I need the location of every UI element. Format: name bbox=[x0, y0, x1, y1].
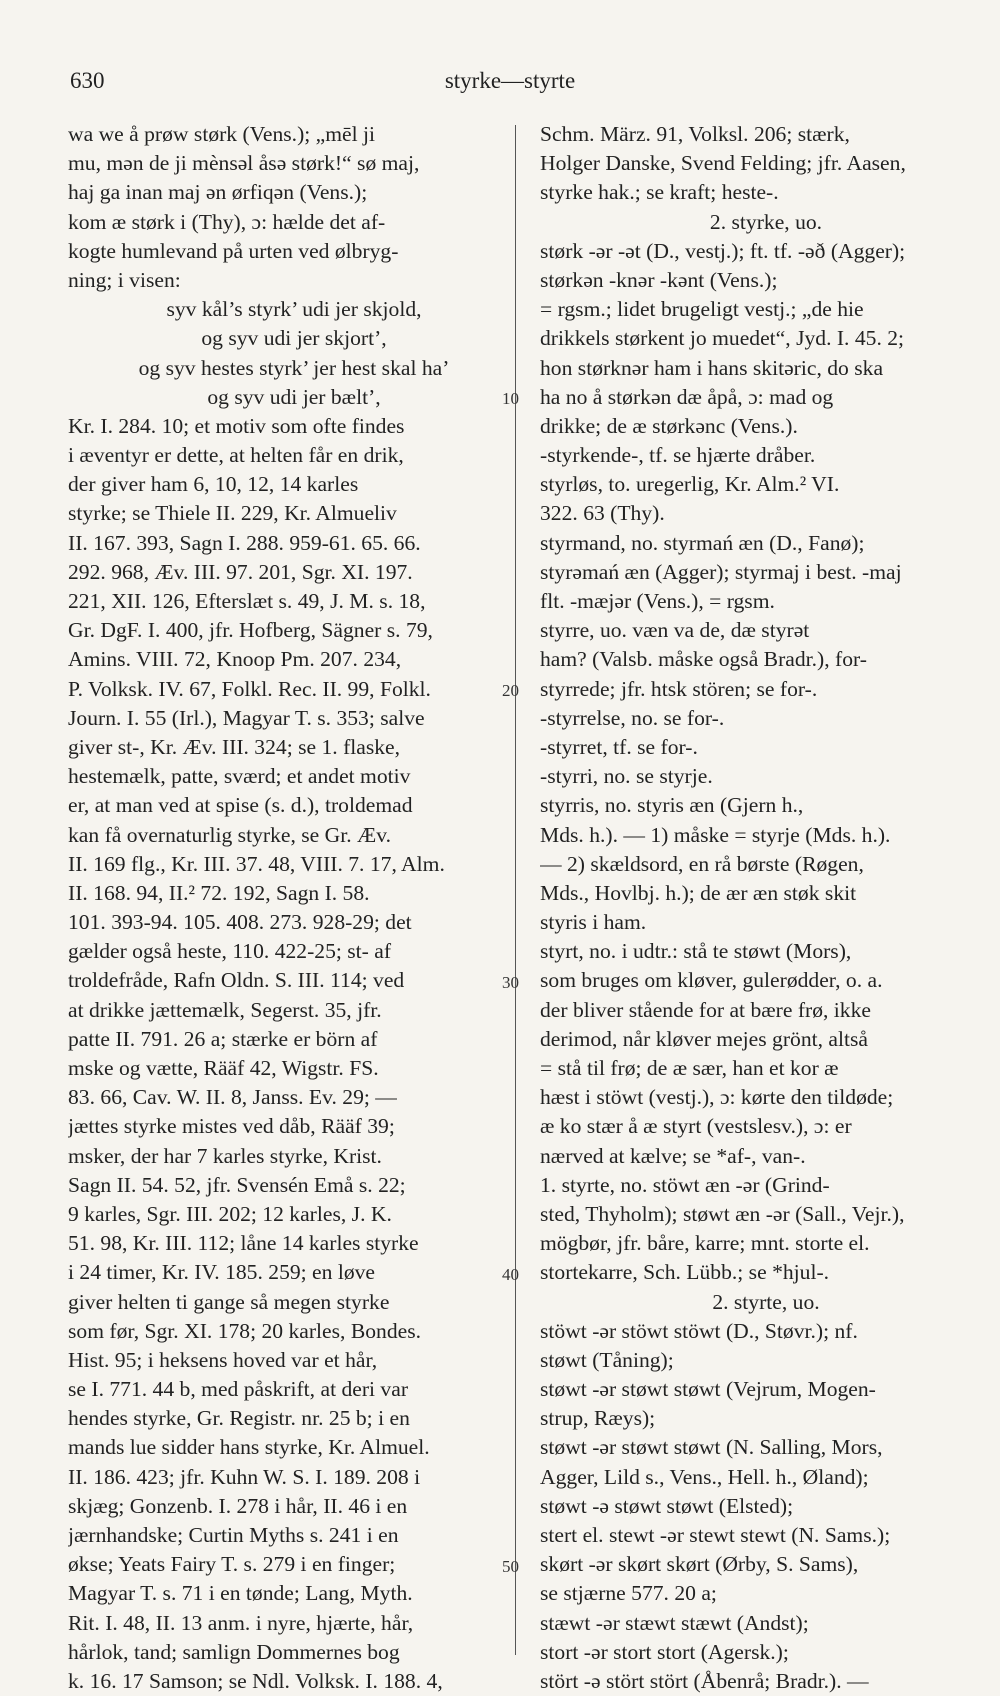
text-line: = rgsm.; lidet brugeligt vestj.; „de hie bbox=[540, 297, 864, 322]
text-line: sted, Thyholm); støwt æn -ər (Sall., Vejr.), bbox=[540, 1201, 905, 1226]
text-line: Sagn II. 54. 52, jfr. Svensén Emå s. 22; bbox=[68, 1172, 406, 1197]
text-line: -styrri, no. se styrje. bbox=[540, 764, 713, 789]
line-number: 20 bbox=[502, 680, 519, 700]
line-number: 10 bbox=[502, 388, 519, 408]
text-line: hendes styrke, Gr. Registr. nr. 25 b; i en bbox=[68, 1406, 410, 1431]
text-line: Schm. März. 91, Volksl. 206; stærk, bbox=[540, 122, 850, 146]
text-line: at drikke jættemælk, Segerst. 35, jfr. bbox=[68, 997, 382, 1022]
text-line: mögbør, jfr. båre, karre; mnt. storte el. bbox=[540, 1231, 870, 1256]
text-line: stort -ər stort stort (Agersk.); bbox=[540, 1639, 789, 1664]
text-line: ning; i visen: bbox=[68, 267, 181, 292]
text-line: ha no å størkən dæ åpå, ɔ: mad og bbox=[540, 384, 834, 409]
text-line: drikkels størkent jo muedet“, Jyd. I. 45. 2; bbox=[540, 326, 905, 351]
text-line: størkən -knər -kənt (Vens.); bbox=[540, 267, 778, 292]
text-line: se stjærne 577. 20 a; bbox=[540, 1581, 717, 1606]
page-header bbox=[70, 68, 950, 98]
text-line: kan få overnaturlig styrke, se Gr. Æv. bbox=[68, 822, 392, 847]
text-line: i 24 timer, Kr. IV. 185. 259; en løve bbox=[68, 1260, 376, 1285]
text-line: hæst i stöwt (vestj.), ɔ: kørte den tildøde; bbox=[540, 1085, 894, 1110]
text-line: 2. styrte, uo. bbox=[712, 1289, 820, 1314]
text-line: -styrkende-, tf. se hjærte dråber. bbox=[540, 443, 816, 468]
text-line: nærved at kælve; se *af-, van-. bbox=[540, 1143, 806, 1168]
text-line: jærnhandske; Curtin Myths s. 241 i en bbox=[68, 1523, 399, 1547]
text-line: II. 167. 393, Sagn I. 288. 959-61. 65. 66. bbox=[68, 530, 421, 555]
text-line: 2. styrke, uo. bbox=[709, 209, 823, 234]
text-line: msker, der har 7 karles styrke, Krist. bbox=[68, 1143, 382, 1168]
text-line: kogte humlevand på urten ved ølbryg- bbox=[68, 238, 399, 263]
text-line: styrmand, no. styrmań æn (D., Fanø); bbox=[540, 530, 865, 555]
text-line: er, at man ved at spise (s. d.), troldemad bbox=[68, 793, 413, 818]
text-line: som bruges om kløver, gulerødder, o. a. bbox=[540, 968, 883, 993]
text-line: hårlok, tand; samlign Dommernes bog bbox=[68, 1639, 400, 1664]
text-line: og syv udi jer skjort’, bbox=[201, 326, 387, 351]
text-line: drikke; de æ størkənc (Vens.). bbox=[540, 413, 798, 438]
text-line: som før, Sgr. XI. 178; 20 karles, Bondes. bbox=[68, 1318, 422, 1343]
text-line: II. 169 flg., Kr. III. 37. 48, VIII. 7. 17, Alm. bbox=[68, 851, 445, 876]
text-line: Mds. h.). — 1) måske = styrje (Mds. h.). bbox=[540, 822, 891, 847]
text-line: størk -ər -ət (D., vestj.); ft. tf. -əð (Agger); bbox=[540, 238, 906, 263]
text-line: mu, mən de ji mènsəl åsə størk!“ sø maj, bbox=[68, 151, 420, 176]
text-line: der bliver stående for at bære frø, ikke bbox=[540, 997, 871, 1022]
text-line: — 2) skældsord, en rå børste (Røgen, bbox=[540, 851, 864, 876]
text-line: og syv hestes styrk’ jer hest skal ha’ bbox=[138, 355, 450, 380]
line-number: 30 bbox=[502, 972, 519, 992]
text-line: 292. 968, Æv. III. 97. 201, Sgr. XI. 197. bbox=[68, 559, 413, 584]
text-line: Amins. VIII. 72, Knoop Pm. 207. 234, bbox=[68, 647, 402, 672]
text-line: støwt (Tåning); bbox=[540, 1347, 674, 1372]
text-line: 101. 393-94. 105. 408. 273. 928-29; det bbox=[68, 910, 412, 935]
text-line: styrke; se Thiele II. 229, Kr. Almueliv bbox=[68, 501, 397, 526]
text-line: Kr. I. 284. 10; et motiv som ofte findes bbox=[68, 413, 405, 438]
text-line: skørt -ər skørt skørt (Ørby, S. Sams), bbox=[540, 1552, 859, 1577]
text-line: stortekarre, Sch. Lübb.; se *hjul-. bbox=[540, 1260, 830, 1285]
text-line: Journ. I. 55 (Irl.), Magyar T. s. 353; salve bbox=[68, 705, 425, 730]
text-line: økse; Yeats Fairy T. s. 279 i en finger; bbox=[68, 1552, 396, 1577]
text-line: styrt, no. i udtr.: stå te støwt (Mors), bbox=[540, 939, 852, 964]
text-line: derimod, når kløver mejes grönt, altså bbox=[540, 1026, 869, 1051]
column-divider bbox=[515, 125, 516, 1655]
text-line: styris i ham. bbox=[540, 910, 647, 935]
right-column bbox=[540, 120, 992, 1696]
left-column bbox=[68, 120, 520, 1696]
text-line: styrrede; jfr. htsk stören; se for-. bbox=[540, 676, 818, 701]
text-line: skjæg; Gonzenb. I. 278 i hår, II. 46 i en bbox=[68, 1493, 408, 1518]
line-number: 40 bbox=[502, 1264, 519, 1284]
text-line: k. 16. 17 Samson; se Ndl. Volksk. I. 188. 4, bbox=[68, 1668, 443, 1693]
text-line: syv kål’s styrk’ udi jer skjold, bbox=[166, 297, 422, 322]
text-line: Hist. 95; i heksens hoved var et hår, bbox=[68, 1347, 378, 1372]
text-line: 1. styrte, no. stöwt æn -ər (Grind- bbox=[540, 1172, 830, 1197]
text-line: haj ga inan maj ən ørfiqən (Vens.); bbox=[68, 180, 368, 205]
text-line: -styrrelse, no. se for-. bbox=[540, 705, 725, 730]
text-line: 9 karles, Sgr. III. 202; 12 karles, J. K. bbox=[68, 1201, 392, 1226]
text-line: = stå til frø; de æ sær, han et kor æ bbox=[540, 1056, 839, 1080]
text-line: stört -ə stört stört (Åbenrå; Bradr.). — bbox=[540, 1668, 869, 1693]
text-line: Mds., Hovlbj. h.); de ær æn støk skit bbox=[540, 880, 857, 905]
text-line: -styrret, tf. se for-. bbox=[540, 734, 698, 759]
text-line: Gr. DgF. I. 400, jfr. Hofberg, Sägner s. 79, bbox=[68, 618, 433, 643]
text-line: gælder også heste, 110. 422-25; st- af bbox=[68, 939, 392, 964]
text-line: styrre, uo. væn va de, dæ styrət bbox=[540, 618, 810, 643]
text-line: jættes styrke mistes ved dåb, Rääf 39; bbox=[68, 1114, 395, 1139]
text-line: ham? (Valsb. måske også Bradr.), for- bbox=[540, 647, 867, 672]
text-line: æ ko stær å æ styrt (vestslesv.), ɔ: er bbox=[540, 1114, 852, 1139]
text-line: og syv udi jer bælt’, bbox=[207, 384, 381, 409]
text-line: støwt -ər støwt støwt (N. Salling, Mors, bbox=[540, 1435, 883, 1460]
text-line: hestemælk, patte, sværd; et andet motiv bbox=[68, 764, 411, 789]
text-line: patte II. 791. 26 a; stærke er börn af bbox=[68, 1026, 378, 1051]
text-line: mske og vætte, Rääf 42, Wigstr. FS. bbox=[68, 1056, 379, 1080]
text-line: mands lue sidder hans styrke, Kr. Almuel. bbox=[68, 1435, 430, 1460]
text-line: styrris, no. styris æn (Gjern h., bbox=[540, 793, 804, 818]
text-line: hon størknər ham i hans skitəric, do ska bbox=[540, 355, 884, 380]
text-line: se I. 771. 44 b, med påskrift, at deri var bbox=[68, 1377, 409, 1402]
text-line: stæwt -ər stæwt stæwt (Andst); bbox=[540, 1610, 809, 1635]
text-line: troldefråde, Rafn Oldn. S. III. 114; ved bbox=[68, 968, 405, 993]
text-line: II. 186. 423; jfr. Kuhn W. S. I. 189. 208 i bbox=[68, 1464, 421, 1489]
running-head: styrke—styrte bbox=[444, 68, 576, 93]
text-line: II. 168. 94, II.² 72. 192, Sagn I. 58. bbox=[68, 880, 370, 905]
text-line: stert el. stewt -ər stewt stewt (N. Sams.); bbox=[540, 1523, 891, 1547]
text-line: giver st-, Kr. Æv. III. 324; se 1. flaske, bbox=[68, 734, 401, 759]
text-line: støwt -ər støwt støwt (Vejrum, Mogen- bbox=[540, 1377, 876, 1402]
text-line: stöwt -ər stöwt stöwt (D., Støvr.); nf. bbox=[540, 1318, 858, 1343]
text-line: styrløs, to. uregerlig, Kr. Alm.² VI. bbox=[540, 472, 840, 497]
text-line: P. Volksk. IV. 67, Folkl. Rec. II. 99, Folkl. bbox=[68, 676, 431, 701]
text-line: 221, XII. 126, Efterslæt s. 49, J. M. s. 18, bbox=[68, 589, 426, 613]
text-line: 51. 98, Kr. III. 112; låne 14 karles styrke bbox=[68, 1231, 419, 1256]
text-line: støwt -ə støwt støwt (Elsted); bbox=[540, 1493, 794, 1518]
line-number: 50 bbox=[502, 1556, 519, 1576]
page-number: 630 bbox=[70, 68, 105, 93]
text-line: Rit. I. 48, II. 13 anm. i nyre, hjærte, hår, bbox=[68, 1610, 414, 1635]
text-line: flt. -mæjər (Vens.), = rgsm. bbox=[540, 589, 775, 613]
text-line: styrke hak.; se kraft; heste-. bbox=[540, 180, 779, 205]
text-line: Agger, Lild s., Vens., Hell. h., Øland); bbox=[540, 1464, 869, 1489]
text-line: 322. 63 (Thy). bbox=[540, 501, 665, 526]
text-line: i æventyr er dette, at helten får en drik, bbox=[68, 443, 404, 468]
text-line: Magyar T. s. 71 i en tønde; Lang, Myth. bbox=[68, 1581, 413, 1606]
text-line: 83. 66, Cav. W. II. 8, Janss. Ev. 29; — bbox=[68, 1085, 397, 1110]
text-line: Holger Danske, Svend Felding; jfr. Aasen, bbox=[540, 151, 906, 176]
text-line: strup, Ræys); bbox=[540, 1406, 656, 1431]
text-line: giver helten ti gange så megen styrke bbox=[68, 1289, 390, 1314]
text-line: wa we å prøw størk (Vens.); „mēl ji bbox=[68, 122, 376, 146]
text-line: styrəmań æn (Agger); styrmaj i best. -maj bbox=[540, 559, 902, 584]
text-line: der giver ham 6, 10, 12, 14 karles bbox=[68, 472, 359, 497]
text-line: kom æ størk i (Thy), ɔ: hælde det af- bbox=[68, 209, 386, 234]
